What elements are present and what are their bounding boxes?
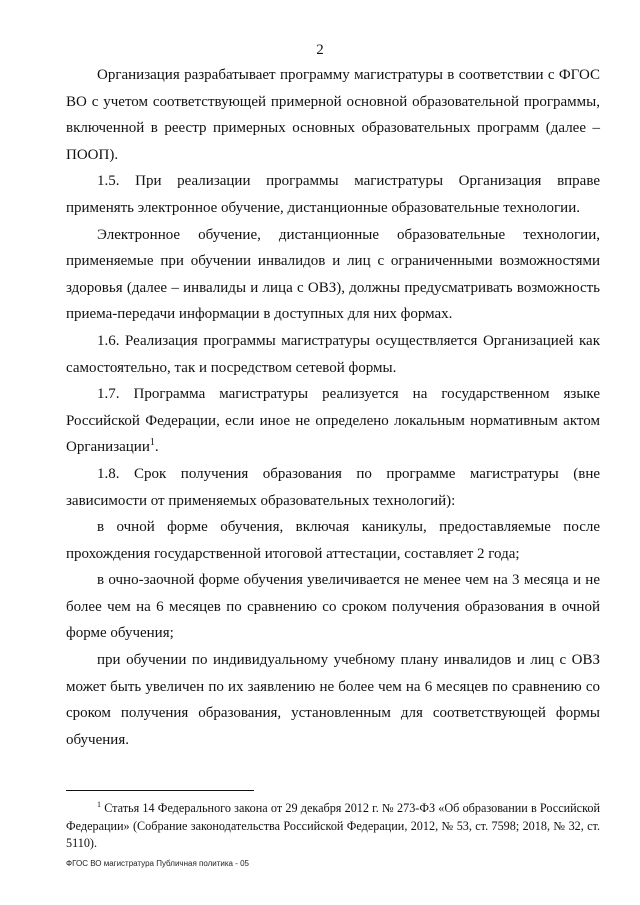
paragraph-1-7-text: 1.7. Программа магистратуры реализуется на государственном языке Российской Федерации, если иное не определено локальным нормативным актом Организации [66, 386, 600, 456]
document-footer: ФГОС ВО магистратура Публичная политика - 05 [66, 859, 250, 868]
paragraph-part-time: в очно-заочной форме обучения увеличивается не менее чем на 3 месяца и не более чем на 6 месяцев по сравнению со сроком получения образования в очной форме обучения; [66, 572, 600, 642]
paragraph-e-learning: Электронное обучение, дистанционные образовательные технологии, применяемые при обучении инвалидов и лиц с ограниченными возможностями здоровья (далее – инвалиды и лица с ОВЗ), должны предусматривать возможность приема-передачи информации в доступных для них формах. [66, 226, 600, 323]
footnote-separator [66, 790, 254, 791]
footnote-reference: 1 [149, 437, 155, 449]
paragraph-1-7 [66, 381, 600, 461]
paragraph-intro: Организация разрабатывает программу магистратуры в соответствии с ФГОС ВО с учетом соответствующей примерной основной образовательной программы, включенной в реестр примерных основных образовательных программ (далее – ПООП). [66, 67, 600, 163]
paragraph-full-time: в очной форме обучения, включая каникулы, предоставляемые после прохождения государственной итоговой аттестации, составляет 2 года; [66, 519, 600, 562]
paragraph-individual-plan: при обучении по индивидуальному учебному плану инвалидов и лиц с ОВЗ может быть увеличен по их заявлению не более чем на 6 месяцев по сравнению со сроком получения образования, установленным для соответствующей формы обучения. [66, 652, 600, 748]
page-number: 2 [316, 42, 324, 58]
paragraph-1-6: 1.6. Реализация программы магистратуры осуществляется Организацией как самостоятельно, так и посредством сетевой формы. [66, 332, 600, 376]
footnote [66, 800, 600, 853]
paragraph-1-8: 1.8. Срок получения образования по программе магистратуры (вне зависимости от применяемых образовательных технологий): [66, 465, 600, 509]
footnote-text: Статья 14 Федерального закона от 29 декабря 2012 г. № 273-ФЗ «Об образовании в Российской Федерации» (Собрание законодательства Российской Федерации, 2012, № 53, ст. 7598; 2018, № 32, ст. 5110). [66, 801, 600, 850]
document-body [66, 62, 600, 753]
footnote-marker: 1 [97, 799, 101, 809]
paragraph-1-7-period: . [154, 439, 159, 456]
paragraph-1-5: 1.5. При реализации программы магистратуры Организация вправе применять электронное обучение, дистанционные образовательные технологии. [66, 173, 600, 216]
footnote-paragraph [66, 800, 600, 853]
